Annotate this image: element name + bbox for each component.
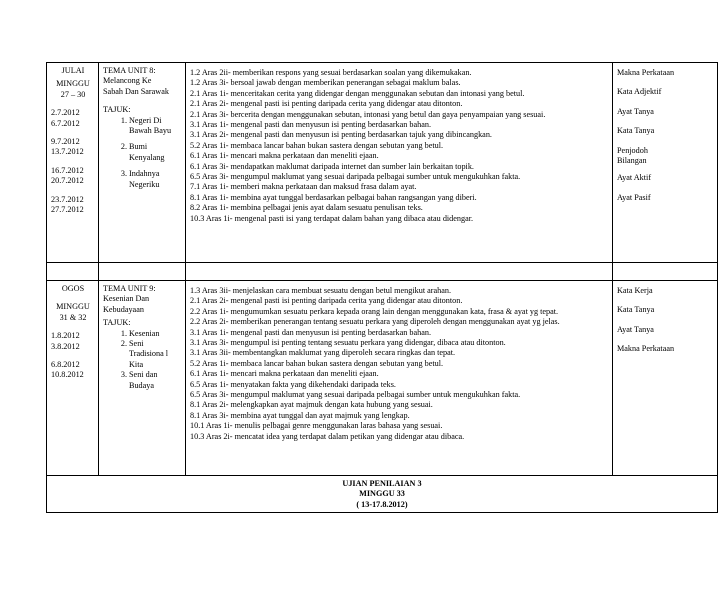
exam-dates: ( 13-17.8.2012)	[356, 499, 408, 509]
standard-item: 3.1 Aras 3ii- membentangkan maklumat yang diperoleh secara ringkas dan tepat.	[190, 348, 456, 358]
list-item: 1. Negeri Di Bawah Bayu	[120, 115, 172, 136]
table-row-julai	[47, 63, 718, 263]
standard-item: 6.1 Aras 3i- mendapatkan maklumat daripada internet dan sumber lain berkaitan topik.	[190, 161, 474, 171]
theme-name: Kebudayaan	[103, 304, 144, 314]
theme-name: Melancong Ke	[103, 76, 152, 86]
standard-item: 2.1 Aras 2i- mengenal pasti isi penting daripada cerita yang didengar atau ditonton.	[190, 296, 463, 306]
lesson-plan-table	[46, 62, 718, 513]
grammar-item: Kata Tanya	[617, 126, 655, 136]
date-item: 20.7.2012	[51, 176, 84, 186]
theme-name: Sabah Dan Sarawak	[103, 86, 169, 96]
list-item: 2. Bumi Kenyalang	[120, 142, 165, 162]
week-cell	[47, 63, 99, 263]
standard-item: 5.2 Aras 1i- membaca lancar bahan bukan sastera dengan sebutan yang betul.	[190, 140, 444, 150]
standard-item: 2.1 Aras 3i- bercerita dengan menggunakan sebutan, intonasi yang betul dan gaya penyampaian yang sesuai.	[190, 109, 546, 119]
date-item: 6.7.2012	[51, 118, 80, 128]
grammar-item: Ayat Tanya	[617, 106, 654, 116]
topic-label: TAJUK:	[103, 105, 131, 115]
topic-label: TAJUK:	[103, 318, 131, 328]
grammar-cell	[613, 281, 718, 476]
standard-item: 10.3 Aras 2i- mencatat idea yang terdapat dalam petikan yang didengar atau dibaca.	[190, 431, 465, 441]
date-item: 1.8.2012	[51, 331, 80, 341]
month-label: OGOS	[61, 284, 85, 293]
grammar-item: Makna Perkataan	[617, 68, 675, 77]
exam-row	[47, 476, 718, 513]
standard-item: 6.5 Aras 1i- menyatakan fakta yang dikehendaki daripada teks.	[190, 379, 396, 389]
standard-item: 8.1 Aras 2i- melengkapkan ayat majmuk dengan kata hubung yang sesuai.	[190, 400, 433, 410]
standard-item: 6.1 Aras 1i- mencari makna perkataan dan meneliti ejaan.	[190, 369, 379, 379]
standard-item: 6.5 Aras 3i- mengumpul maklumat yang sesuai daripada pelbagai sumber untuk mengukuhkan fakta.	[190, 172, 521, 182]
topic-list	[103, 116, 182, 190]
row-separator	[47, 263, 718, 281]
list-item: 1. Kesenian	[120, 328, 160, 338]
grammar-item: Penjodoh Bilangan	[617, 145, 648, 166]
week-label: MINGGU	[56, 302, 90, 312]
standard-item: 1.2 Aras 2ii- memberikan respons yang sesuai berdasarkan soalan yang dikemukakan.	[190, 68, 472, 77]
standard-item: 2.1 Aras 1i- menceritakan cerita yang didengar dengan menggunakan sebutan dan intonasi yang betul.	[190, 88, 525, 98]
scheme-of-work-sheet	[46, 62, 717, 513]
list-item: 3. Indahnya Negeriku	[120, 169, 160, 189]
theme-cell	[99, 281, 186, 476]
grammar-item: Ayat Aktif	[617, 173, 652, 183]
standard-item: 2.1 Aras 2i- mengenal pasti isi penting daripada cerita yang didengar atau ditonton.	[190, 99, 463, 109]
standard-item: 10.3 Aras 1i- mengenal pasti isi yang terdapat dalam bahan yang dibaca atau didengar.	[190, 213, 474, 223]
standard-item: 3.1 Aras 2i- mengenal pasti dan menyusun isi penting berdasarkan tajuk yang dibincangkan.	[190, 130, 492, 140]
week-number: 31 & 32	[59, 312, 87, 322]
date-item: 10.8.2012	[51, 370, 84, 380]
topic-list	[103, 329, 182, 391]
grammar-cell	[613, 63, 718, 263]
standard-item: 5.2 Aras 1i- membaca lancar bahan bukan sastera dengan sebutan yang betul.	[190, 358, 444, 368]
theme-name: Kesenian Dan	[103, 294, 150, 304]
standard-item: 3.1 Aras 3i- mengumpul isi penting tentang sesuatu perkara yang didengar, dibaca atau ditonton.	[190, 338, 506, 348]
week-number: 27 – 30	[60, 89, 86, 99]
week-cell	[47, 281, 99, 476]
grammar-item: Kata Tanya	[617, 305, 655, 315]
standard-item: 7.1 Aras 1i- memberi makna perkataan dan maksud frasa dalam ayat.	[190, 182, 417, 192]
grammar-item: Ayat Pasif	[617, 192, 651, 202]
list-item: 3. Seni dan Budaya	[120, 370, 158, 390]
date-item: 2.7.2012	[51, 108, 80, 118]
grammar-item: Ayat Tanya	[617, 324, 654, 334]
standard-item: 10.1 Aras 1i- menulis pelbagai genre menggunakan laras bahasa yang sesuai.	[190, 421, 443, 431]
grammar-item: Kata Adjektif	[617, 87, 662, 97]
list-item: 2. Seni Tradisiona l Kita	[120, 339, 169, 369]
date-item: 9.7.2012	[51, 137, 80, 147]
date-item: 6.8.2012	[51, 360, 80, 370]
month-label: JULAI	[61, 66, 85, 75]
grammar-item: Kata Kerja	[617, 286, 653, 295]
exam-week: MINGGU 33	[359, 489, 405, 499]
standard-item: 8.2 Aras 1i- membina pelbagai jenis ayat dalam sesuatu penulisan teks.	[190, 203, 423, 213]
theme-title: TEMA UNIT 8:	[103, 66, 156, 75]
standard-item: 2.2 Aras 1i- mengumumkan sesuatu perkara kepada orang lain dengan menggunakan kata, frasa & ayat yg tepat.	[190, 306, 559, 316]
standard-item: 2.2 Aras 2i- memberikan penerangan tentang sesuatu perkara yang diperoleh dengan menggunakan ayat yg jelas.	[190, 317, 560, 327]
standard-item: 3.1 Aras 1i- mengenal pasti dan menyusun isi penting berdasarkan bahan.	[190, 327, 432, 337]
standard-item: 1.3 Aras 3ii- menjelaskan cara membuat sesuatu dengan betul mengikut arahan.	[190, 286, 452, 295]
date-item: 27.7.2012	[51, 205, 84, 215]
standard-item: 8.1 Aras 1i- membina ayat tunggal berdasarkan pelbagai bahan rangsangan yang diberi.	[190, 192, 477, 202]
standard-item: 3.1 Aras 1i- mengenal pasti dan menyusun isi penting berdasarkan bahan.	[190, 120, 432, 130]
table-row-ogos	[47, 281, 718, 476]
grammar-item: Makna Perkataan	[617, 344, 675, 354]
exam-title: UJIAN PENILAIAN 3	[342, 479, 422, 488]
date-item: 16.7.2012	[51, 165, 84, 175]
exam-cell	[47, 476, 718, 513]
standard-item: 1.2 Aras 3i- bersoal jawab dengan memberikan penerangan sebagai maklum balas.	[190, 78, 461, 88]
standard-item: 6.5 Aras 3i- mengumpul maklumat yang sesuai daripada pelbagai sumber untuk mengukuhkan fakta.	[190, 390, 521, 400]
standard-item: 6.1 Aras 1i- mencari makna perkataan dan meneliti ejaan.	[190, 151, 379, 161]
standard-item: 8.1 Aras 3i- membina ayat tunggal dan ayat majmuk yang lengkap.	[190, 410, 410, 420]
date-item: 3.8.2012	[51, 341, 80, 351]
date-item: 23.7.2012	[51, 194, 84, 204]
standards-cell	[186, 281, 613, 476]
standards-cell	[186, 63, 613, 263]
theme-cell	[99, 63, 186, 263]
theme-title: TEMA UNIT 9:	[103, 284, 156, 293]
week-label: MINGGU	[56, 79, 90, 89]
date-item: 13.7.2012	[51, 147, 84, 157]
